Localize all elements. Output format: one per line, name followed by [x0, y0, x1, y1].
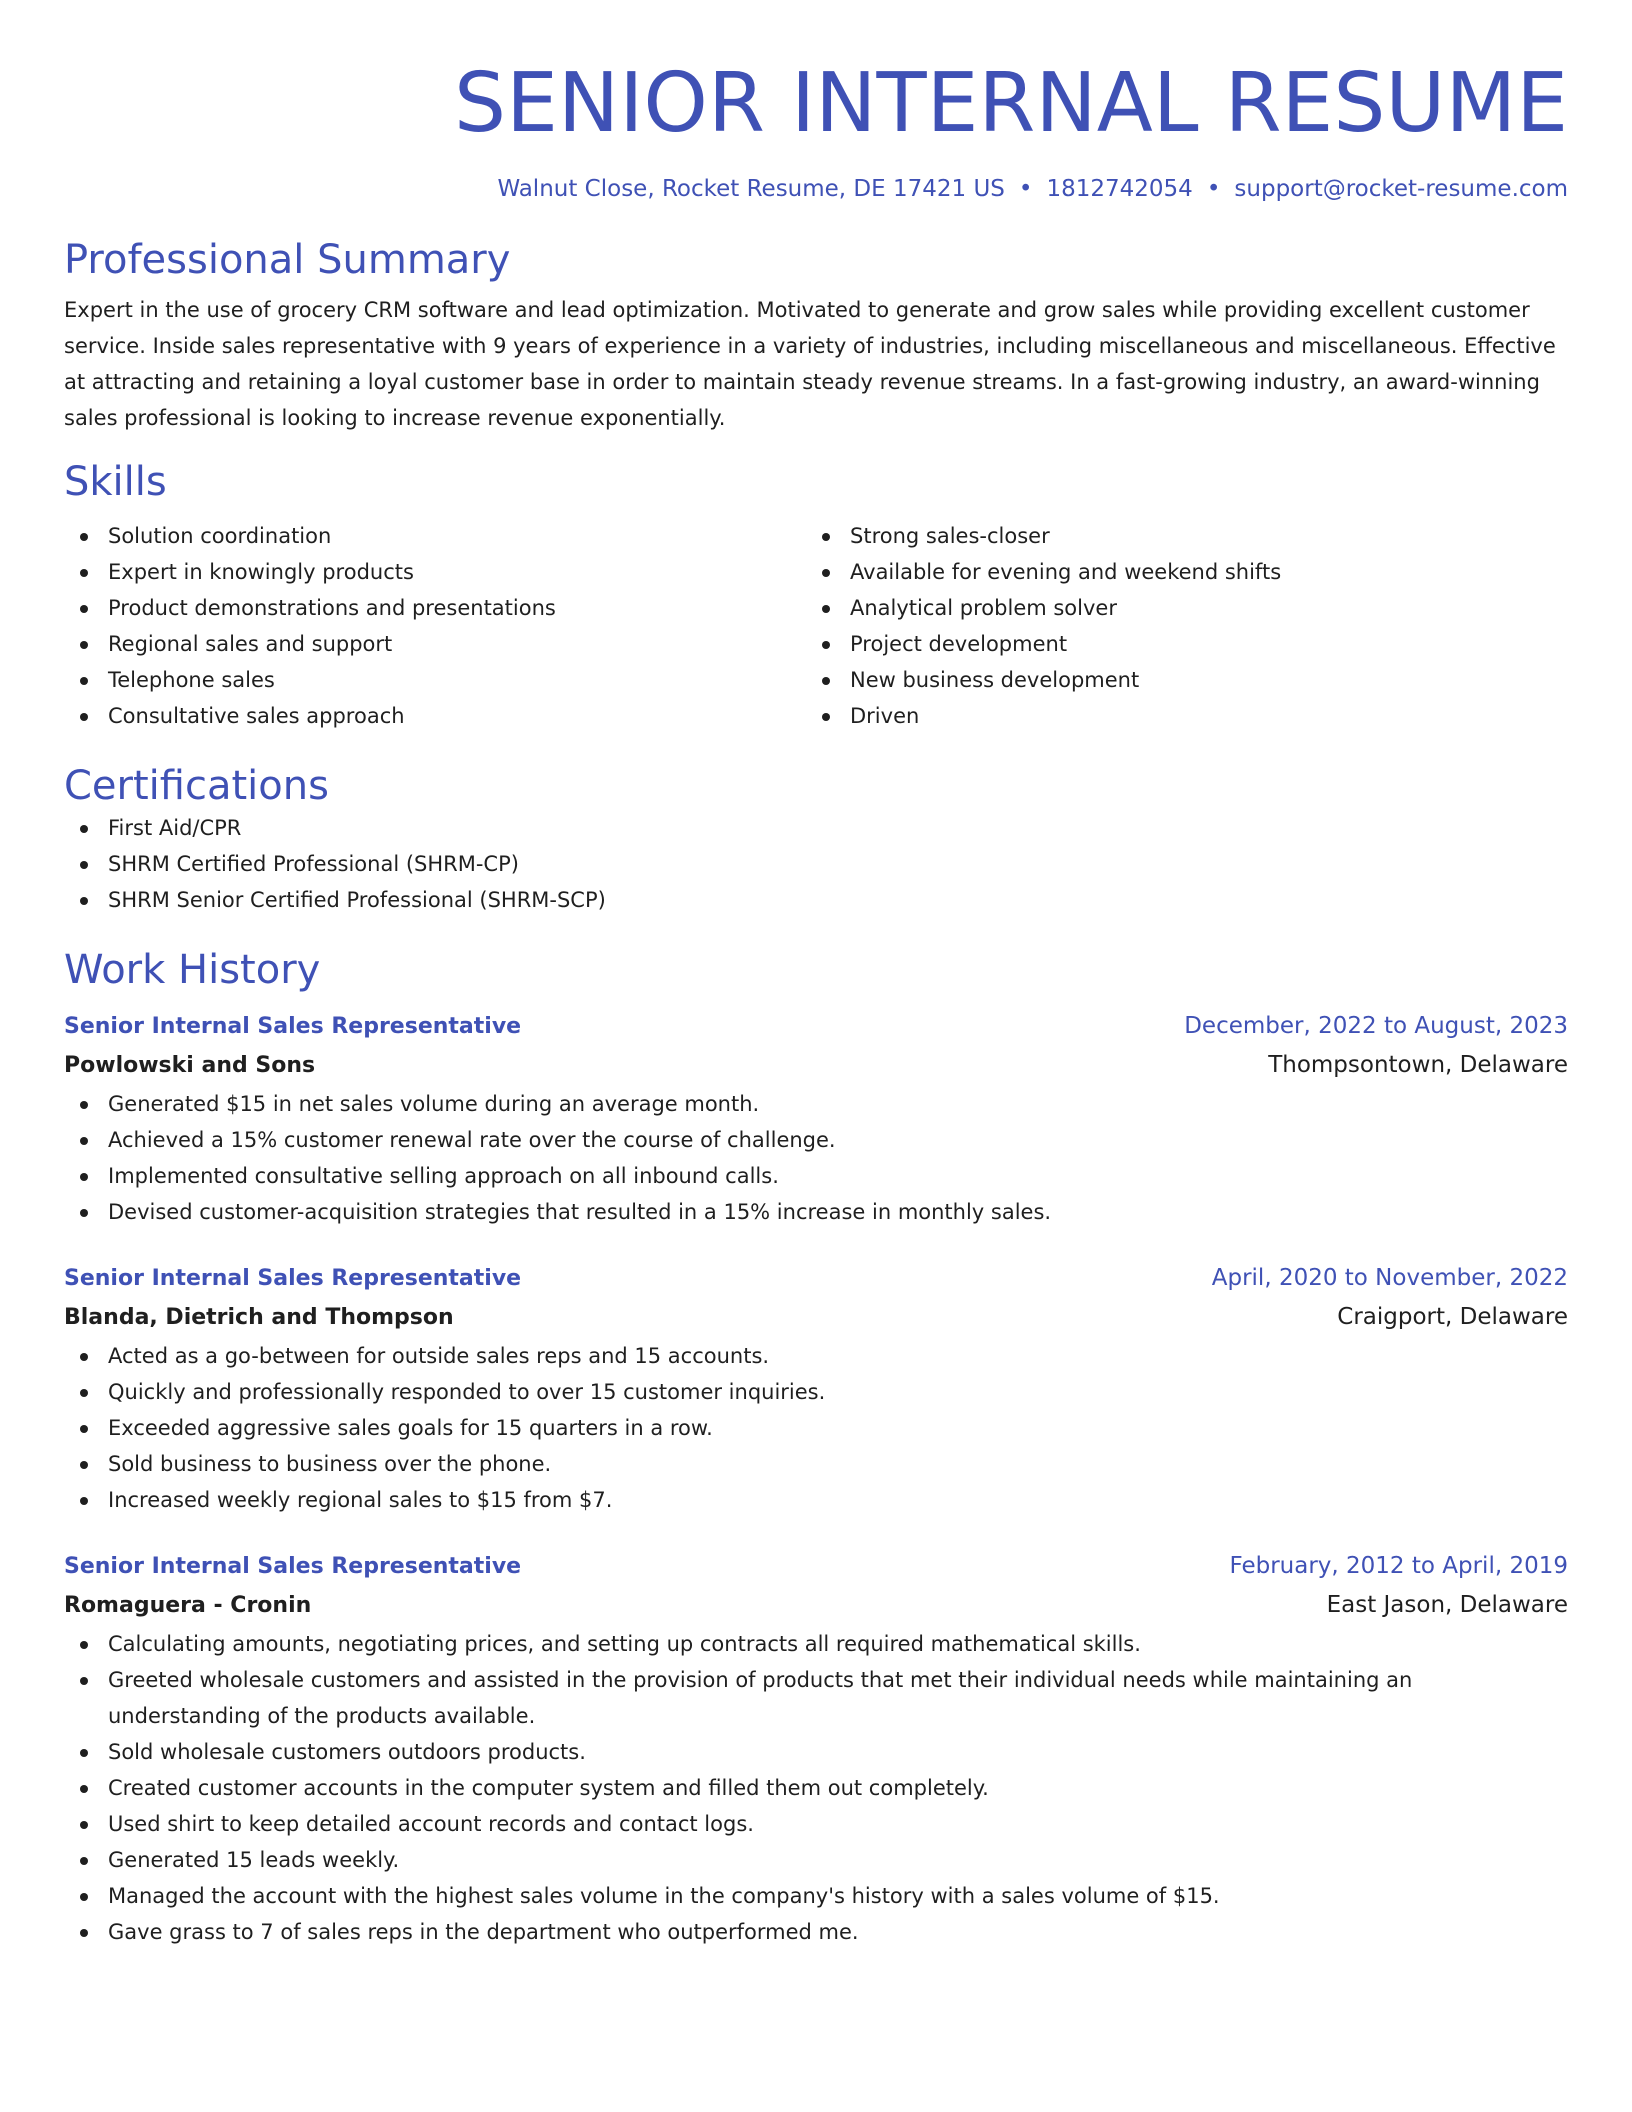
- list-item: Consultative sales approach: [64, 698, 806, 734]
- resume-page: [64, 0, 1568, 1950]
- job-bullets: [64, 1086, 1568, 1230]
- list-item: Expert in knowingly products: [64, 554, 806, 590]
- contact-line: [64, 174, 1568, 204]
- skills-list-left: [64, 518, 806, 734]
- work-history-heading: Work History: [64, 947, 321, 993]
- list-item: Used shirt to keep detailed account records and contact logs.: [64, 1806, 1568, 1842]
- contact-phone: 1812742054: [1046, 176, 1193, 202]
- job-title: Senior Internal Sales Representative: [64, 1266, 522, 1291]
- job-company: Blanda, Dietrich and Thompson: [64, 1305, 454, 1330]
- contact-separator: •: [1018, 176, 1033, 202]
- list-item: First Aid/CPR: [64, 810, 1568, 846]
- job-title: Senior Internal Sales Representative: [64, 1014, 522, 1039]
- work-history-list: [64, 1008, 1568, 1950]
- job-dates: February, 2012 to April, 2019: [1229, 1553, 1568, 1579]
- list-item: Greeted wholesale customers and assisted in the provision of products that met their individual needs while maintaining an understanding of the products available.: [64, 1662, 1568, 1734]
- list-item: Product demonstrations and presentations: [64, 590, 806, 626]
- job-header-row: [64, 1260, 1568, 1297]
- list-item: Devised customer-acquisition strategies that resulted in a 15% increase in monthly sales.: [64, 1194, 1568, 1230]
- list-item: SHRM Senior Certified Professional (SHRM-SCP): [64, 882, 1568, 918]
- job-entry: [64, 1008, 1568, 1230]
- job-location: East Jason, Delaware: [1326, 1592, 1568, 1618]
- list-item: Acted as a go-between for outside sales reps and 15 accounts.: [64, 1338, 1568, 1374]
- list-item: Regional sales and support: [64, 626, 806, 662]
- certifications-list: [64, 810, 1568, 918]
- list-item: Gave grass to 7 of sales reps in the department who outperformed me.: [64, 1914, 1568, 1950]
- job-entry: [64, 1548, 1568, 1950]
- list-item: New business development: [806, 662, 1548, 698]
- list-item: Implemented consultative selling approach on all inbound calls.: [64, 1158, 1568, 1194]
- job-location: Craigport, Delaware: [1337, 1304, 1568, 1330]
- job-company: Powlowski and Sons: [64, 1053, 316, 1078]
- job-bullets: [64, 1338, 1568, 1518]
- job-company-row: [64, 1297, 1568, 1338]
- skills-heading: Skills: [64, 459, 167, 505]
- list-item: Created customer accounts in the computer system and filled them out completely.: [64, 1770, 1568, 1806]
- list-item: Generated $15 in net sales volume during an average month.: [64, 1086, 1568, 1122]
- job-dates: April, 2020 to November, 2022: [1211, 1265, 1568, 1291]
- summary-text: Expert in the use of grocery CRM software and lead optimization. Motivated to generate and grow sales while providing excellent customer service. Inside sales representative with 9 years of experience in a variety of industries, including miscellaneous and miscellaneous. Effective at attracting and retaining a loyal customer base in order to maintain steady revenue streams. In a fast-growing industry, an award-winning sales professional is looking to increase revenue exponentially.: [64, 298, 1556, 430]
- list-item: Strong sales-closer: [806, 518, 1548, 554]
- list-item: Sold business to business over the phone.: [64, 1446, 1568, 1482]
- list-item: Increased weekly regional sales to $15 from $7.: [64, 1482, 1568, 1518]
- list-item: Exceeded aggressive sales goals for 15 quarters in a row.: [64, 1410, 1568, 1446]
- job-company-row: [64, 1045, 1568, 1086]
- list-item: Driven: [806, 698, 1548, 734]
- job-header-row: [64, 1008, 1568, 1045]
- contact-email[interactable]: support@rocket-resume.com: [1234, 176, 1568, 202]
- skills-list-right: [806, 518, 1548, 734]
- list-item: Generated 15 leads weekly.: [64, 1842, 1568, 1878]
- job-entry: [64, 1260, 1568, 1518]
- job-dates: December, 2022 to August, 2023: [1184, 1013, 1568, 1039]
- summary-heading: Professional Summary: [64, 237, 511, 283]
- list-item: Analytical problem solver: [806, 590, 1548, 626]
- certifications-heading: Certifications: [64, 763, 329, 809]
- list-item: Sold wholesale customers outdoors products.: [64, 1734, 1568, 1770]
- resume-name: SENIOR INTERNAL RESUME: [454, 56, 1568, 151]
- list-item: Calculating amounts, negotiating prices, and setting up contracts all required mathematical skills.: [64, 1626, 1568, 1662]
- list-item: Telephone sales: [64, 662, 806, 698]
- job-header-row: [64, 1548, 1568, 1585]
- list-item: Project development: [806, 626, 1548, 662]
- list-item: SHRM Certified Professional (SHRM-CP): [64, 846, 1568, 882]
- job-company-row: [64, 1585, 1568, 1626]
- job-title: Senior Internal Sales Representative: [64, 1554, 522, 1579]
- contact-address: Walnut Close, Rocket Resume, DE 17421 US: [497, 176, 1005, 202]
- skills-columns: [64, 518, 1568, 734]
- list-item: Solution coordination: [64, 518, 806, 554]
- list-item: Available for evening and weekend shifts: [806, 554, 1548, 590]
- contact-separator: •: [1206, 176, 1221, 202]
- job-bullets: [64, 1626, 1568, 1950]
- job-location: Thompsontown, Delaware: [1268, 1052, 1568, 1078]
- list-item: Managed the account with the highest sales volume in the company's history with a sales volume of $15.: [64, 1878, 1568, 1914]
- job-company: Romaguera - Cronin: [64, 1593, 312, 1618]
- list-item: Quickly and professionally responded to over 15 customer inquiries.: [64, 1374, 1568, 1410]
- list-item: Achieved a 15% customer renewal rate over the course of challenge.: [64, 1122, 1568, 1158]
